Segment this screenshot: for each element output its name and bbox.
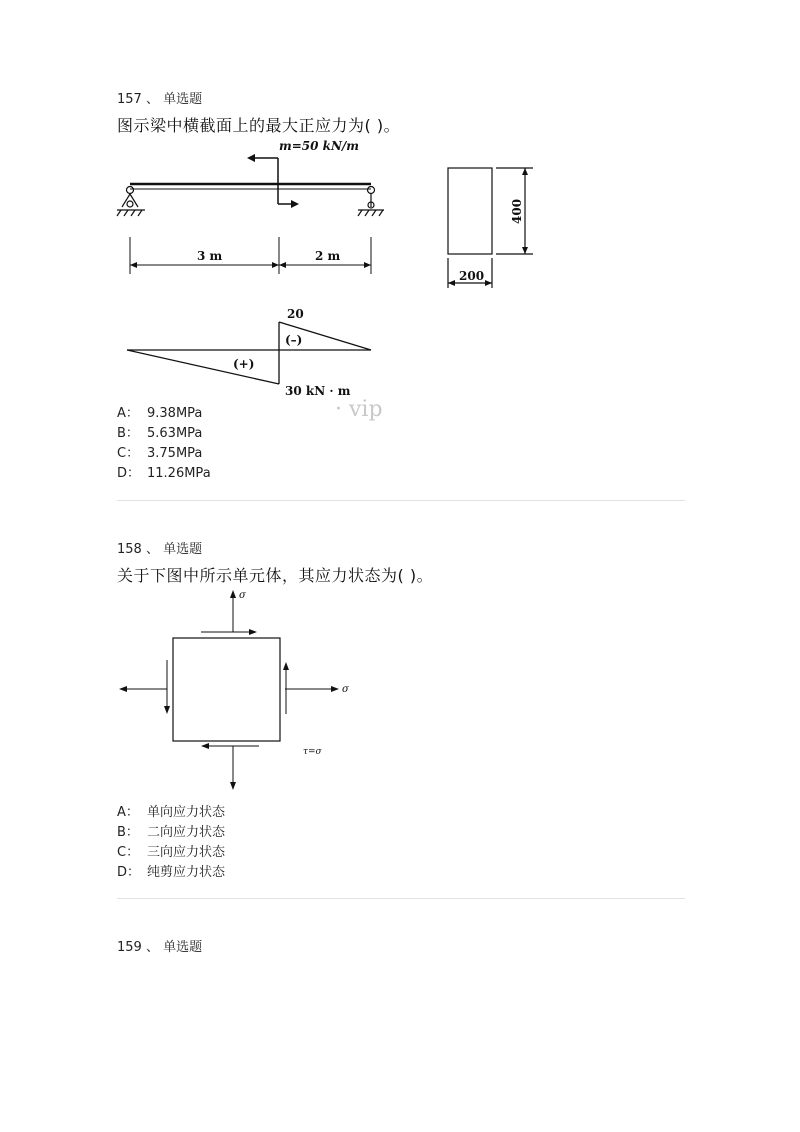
sigma-top-label: σ — [239, 590, 246, 601]
option-d[interactable] — [117, 861, 225, 880]
sigma-right-label: σ — [342, 684, 349, 695]
watermark: · vip — [335, 397, 383, 422]
divider — [117, 898, 685, 899]
option-text: 三向应力状态 — [147, 845, 226, 860]
pin-support-right-icon — [358, 187, 384, 217]
question-157-text: 图示梁中横截面上的最大正应力为( )。 — [117, 116, 401, 135]
tau-label: τ=σ — [303, 747, 322, 757]
option-text: 3.75MPa — [147, 446, 203, 461]
moment-bottom-value: 30 kN · m — [285, 384, 351, 398]
couple-arrow-icon — [247, 154, 299, 208]
pin-support-left-icon — [117, 187, 145, 217]
question-158-header: 158 、 单选题 — [117, 542, 203, 557]
option-c[interactable] — [117, 841, 225, 860]
option-label: D： — [117, 865, 141, 880]
moment-top-value: 20 — [287, 307, 304, 321]
moment-diagram — [127, 322, 371, 384]
moment-negative-sign: (–) — [285, 333, 303, 347]
option-text: 二向应力状态 — [147, 825, 226, 840]
option-text: 11.26MPa — [147, 466, 211, 481]
option-text: 5.63MPa — [147, 426, 203, 441]
moment-positive-sign: (+) — [233, 357, 255, 371]
section-height-label: 400 — [510, 198, 524, 224]
option-label: B： — [117, 426, 139, 441]
question-158-figure — [113, 586, 373, 796]
shear-stress-arrows — [164, 629, 289, 749]
divider — [117, 500, 685, 501]
question-157-header: 157 、 单选题 — [117, 92, 203, 107]
option-d[interactable] — [117, 462, 211, 481]
option-a[interactable] — [117, 402, 202, 421]
load-label: m=50 kN/m — [279, 139, 359, 153]
option-label: A： — [117, 805, 139, 820]
question-158-text: 关于下图中所示单元体，其应力状态为( )。 — [117, 566, 434, 585]
option-label: D： — [117, 466, 141, 481]
option-b[interactable] — [117, 821, 225, 840]
option-a[interactable] — [117, 801, 225, 820]
question-159-header: 159 、 单选题 — [117, 940, 203, 955]
span-left-label: 3 m — [197, 249, 223, 263]
normal-stress-arrows — [119, 590, 339, 790]
option-text: 单向应力状态 — [147, 805, 226, 820]
option-c[interactable] — [117, 442, 202, 461]
option-b[interactable] — [117, 422, 202, 441]
option-label: A： — [117, 406, 139, 421]
section-width-label: 200 — [459, 269, 485, 283]
option-label: B： — [117, 825, 139, 840]
stress-element — [173, 638, 280, 741]
option-text: 纯剪应力状态 — [147, 865, 226, 880]
beam — [130, 184, 371, 189]
span-right-label: 2 m — [315, 249, 341, 263]
option-label: C： — [117, 446, 140, 461]
option-text: 9.38MPa — [147, 406, 203, 421]
option-label: C： — [117, 845, 140, 860]
